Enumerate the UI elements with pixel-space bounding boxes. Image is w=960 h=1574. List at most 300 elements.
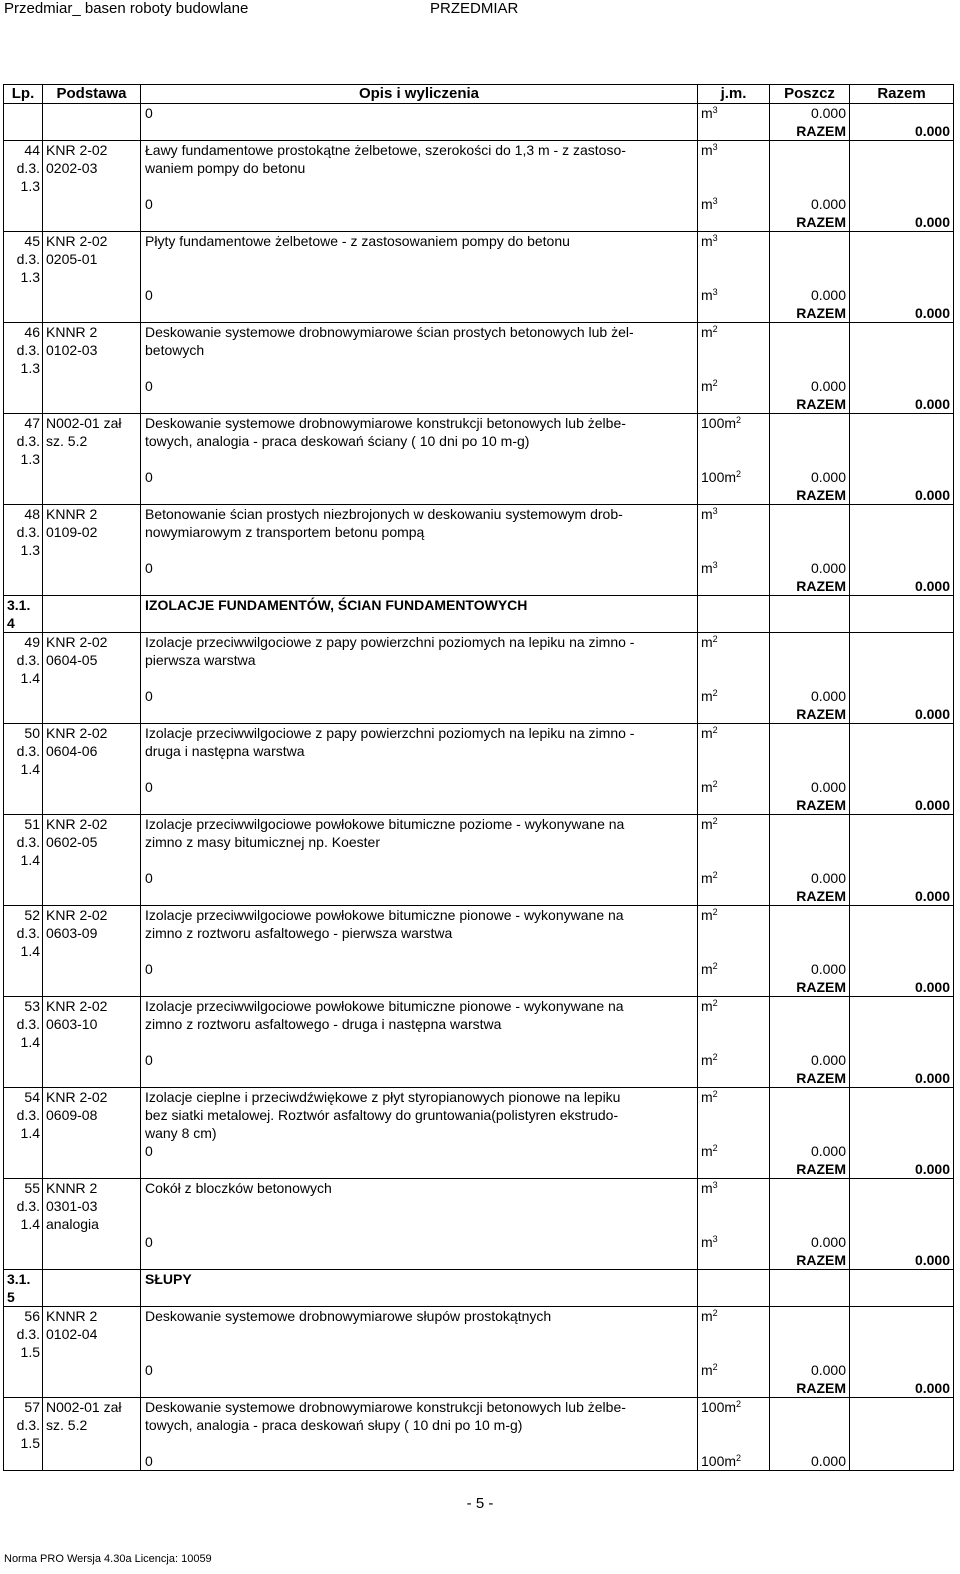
calc-row [4, 778, 954, 796]
cell-raz [850, 122, 954, 141]
cell-jm [698, 724, 770, 743]
razem-total: 0.000 [914, 706, 950, 722]
calc-row [4, 195, 954, 213]
cell-jm [698, 887, 770, 906]
calc-row [4, 1361, 954, 1379]
cell-posz [770, 1416, 850, 1434]
cell-jm [698, 468, 770, 486]
cell-lp [4, 869, 43, 887]
cell-raz [850, 450, 954, 468]
item-row-cont [4, 1197, 954, 1215]
item-lp: 1.4 [4, 669, 43, 687]
cell-pod [43, 687, 141, 705]
cell-pod [43, 395, 141, 414]
item-lp: d.3. [4, 1197, 43, 1215]
cell-opis [141, 1160, 698, 1179]
calc-row [4, 559, 954, 577]
cell-jm [698, 705, 770, 724]
item-lp: 47 [4, 414, 43, 433]
item-unit-exponent: 2 [736, 415, 742, 425]
table-body [4, 104, 954, 1471]
cell-raz [850, 195, 954, 213]
cell-raz [850, 559, 954, 577]
cell-pod [43, 195, 141, 213]
calc-unit-exponent: 3 [712, 287, 718, 297]
razem-label: RAZEM [796, 706, 846, 722]
item-podstawa [43, 450, 141, 468]
item-row-cont [4, 1106, 954, 1124]
cell-pod [43, 559, 141, 577]
razem-row [4, 978, 954, 997]
cell-pod [43, 286, 141, 304]
cell-raz [850, 1069, 954, 1088]
item-description: druga i następna warstwa [141, 742, 698, 760]
calc-unit: $m^3$ [701, 105, 718, 121]
item-row-cont [4, 760, 954, 778]
cell-pod [43, 1051, 141, 1069]
calc-expression: 0 [141, 778, 698, 796]
item-unit: $m^2$ [701, 998, 718, 1014]
cell-jm [698, 1197, 770, 1215]
cell-raz [850, 250, 954, 268]
cell-jm [698, 1379, 770, 1398]
cell-raz [850, 1434, 954, 1452]
razem-label: RAZEM [796, 1252, 846, 1268]
cell-opis [141, 1270, 698, 1289]
item-lp: d.3. [4, 742, 43, 760]
cell-jm [698, 1015, 770, 1033]
item-description: pierwsza warstwa [141, 651, 698, 669]
cell-posz [770, 833, 850, 851]
item-unit: $m^2$ [701, 725, 718, 741]
cell-lp [4, 377, 43, 395]
item-lp: 1.3 [4, 541, 43, 559]
cell-opis [141, 614, 698, 633]
calc-unit: $m^3$ [701, 196, 718, 212]
item-podstawa: KNR 2-02 [43, 141, 141, 160]
calc-expression: 0 [141, 869, 698, 887]
cell-posz [770, 1325, 850, 1343]
item-podstawa [43, 760, 141, 778]
cell-pod [43, 1379, 141, 1398]
cell-jm [698, 577, 770, 596]
cell-lp [4, 1233, 43, 1251]
razem-label: RAZEM [796, 578, 846, 594]
item-row [4, 633, 954, 652]
cell-jm [698, 669, 770, 687]
cell-pod [43, 1069, 141, 1088]
cell-posz [770, 432, 850, 450]
cell-jm [698, 523, 770, 541]
cell-jm [698, 997, 770, 1016]
cell-posz [770, 359, 850, 377]
cell-jm [698, 1343, 770, 1361]
cell-pod [43, 887, 141, 906]
cell-lp [4, 559, 43, 577]
item-podstawa: KNR 2-02 [43, 1088, 141, 1107]
cell-jm [698, 1124, 770, 1142]
cell-posz [770, 633, 850, 652]
razem-label: RAZEM [796, 979, 846, 995]
item-unit: $m^3$ [701, 506, 718, 522]
calc-row [4, 1142, 954, 1160]
cell-jm [698, 341, 770, 359]
item-row-cont [4, 250, 954, 268]
cell-posz [770, 323, 850, 342]
cell-posz [770, 414, 850, 433]
cell-opis [141, 978, 698, 997]
item-lp: d.3. [4, 159, 43, 177]
section-row-cont [4, 614, 954, 633]
item-unit-exponent: 3 [712, 506, 718, 516]
cell-posz [770, 268, 850, 286]
item-lp: 46 [4, 323, 43, 342]
cell-raz [850, 1343, 954, 1361]
cell-lp [4, 1142, 43, 1160]
calc-expression: 0 [141, 1142, 698, 1160]
item-podstawa: sz. 5.2 [43, 432, 141, 450]
item-description [141, 669, 698, 687]
cell-raz [850, 1088, 954, 1107]
cell-raz [850, 1288, 954, 1307]
cell-lp [4, 1379, 43, 1398]
section-title: SŁUPY [145, 1271, 192, 1287]
calc-unit: $m^2$ [701, 1052, 718, 1068]
item-podstawa: KNNR 2 [43, 505, 141, 524]
item-unit: $m^2$ [701, 634, 718, 650]
item-podstawa: N002-01 zał [43, 414, 141, 433]
item-podstawa [43, 1343, 141, 1361]
cell-pod [43, 1142, 141, 1160]
item-lp: 55 [4, 1179, 43, 1198]
cell-jm [698, 232, 770, 251]
item-row-cont [4, 177, 954, 195]
razem-row [4, 577, 954, 596]
item-unit: $m^2$ [701, 907, 718, 923]
razem-total: 0.000 [914, 487, 950, 503]
item-description: Deskowanie systemowe drobnowymiarowe słupów prostokątnych [141, 1307, 698, 1326]
cell-jm [698, 651, 770, 669]
cell-opis [141, 705, 698, 724]
cell-opis [141, 395, 698, 414]
cell-raz [850, 614, 954, 633]
cell-raz [850, 833, 954, 851]
cell-jm [698, 1179, 770, 1198]
item-lp: 50 [4, 724, 43, 743]
calc-expression: 0 [141, 286, 698, 304]
item-podstawa: 0102-03 [43, 341, 141, 359]
software-license: Norma PRO Wersja 4.30a Licencja: 10059 [4, 1553, 212, 1565]
item-lp: 1.4 [4, 1124, 43, 1142]
col-poszcz: Poszcz [770, 85, 850, 104]
cell-lp [4, 304, 43, 323]
item-unit-exponent: 2 [712, 324, 718, 334]
cell-jm [698, 1088, 770, 1107]
cell-jm [698, 1452, 770, 1471]
razem-label: RAZEM [796, 1070, 846, 1086]
cell-raz [850, 1124, 954, 1142]
item-row-cont [4, 1033, 954, 1051]
cell-lp [4, 796, 43, 815]
item-description: nowymiarowym z transportem betonu pompą [141, 523, 698, 541]
cell-jm [698, 1033, 770, 1051]
item-lp: 56 [4, 1307, 43, 1326]
item-unit-exponent: 2 [712, 1089, 718, 1099]
item-lp: 1.3 [4, 268, 43, 286]
cell-jm [698, 1434, 770, 1452]
item-podstawa: KNNR 2 [43, 1307, 141, 1326]
calc-value: 0.000 [770, 104, 850, 123]
col-jm: j.m. [698, 85, 770, 104]
cell-raz [850, 414, 954, 433]
cell-jm [698, 541, 770, 559]
cell-raz [850, 159, 954, 177]
cell-posz [770, 1215, 850, 1233]
item-podstawa [43, 177, 141, 195]
item-description: Izolacje przeciwwilgociowe powłokowe bitumiczne poziome - wykonywane na [141, 815, 698, 834]
calc-unit: $100m^2$ [701, 469, 742, 485]
item-description [141, 541, 698, 559]
cell-lp: 3.1. [4, 1270, 43, 1289]
item-row-cont [4, 1015, 954, 1033]
cell-jm [698, 1288, 770, 1307]
item-podstawa: KNR 2-02 [43, 633, 141, 652]
item-description [141, 851, 698, 869]
razem-row [4, 705, 954, 724]
cell-lp [4, 395, 43, 414]
calc-expression: 0 [141, 1361, 698, 1379]
item-row-cont [4, 833, 954, 851]
cell-posz [770, 505, 850, 524]
razem-label: RAZEM [796, 797, 846, 813]
calc-unit-exponent: 2 [712, 378, 718, 388]
calc-row [4, 468, 954, 486]
cell-jm [698, 760, 770, 778]
item-unit-exponent: 2 [712, 725, 718, 735]
table-header-row [4, 85, 954, 104]
cell-opis [141, 304, 698, 323]
item-description: waniem pompy do betonu [141, 159, 698, 177]
item-podstawa: 0603-09 [43, 924, 141, 942]
cell-jm [698, 815, 770, 834]
cell-lp [4, 1160, 43, 1179]
item-podstawa [43, 359, 141, 377]
razem-total: 0.000 [914, 1252, 950, 1268]
item-row-cont [4, 1343, 954, 1361]
cell-raz [850, 1233, 954, 1251]
cell-jm [698, 414, 770, 433]
calc-row [4, 1233, 954, 1251]
calc-unit-exponent: 3 [712, 560, 718, 570]
item-row [4, 323, 954, 342]
cell-raz [850, 395, 954, 414]
cell-jm [698, 213, 770, 232]
item-lp: 48 [4, 505, 43, 524]
cell-jm [698, 250, 770, 268]
item-lp: d.3. [4, 1325, 43, 1343]
cell-pod [43, 705, 141, 724]
item-description: Izolacje przeciwwilgociowe z papy powierzchni poziomych na lepiku na zimno - [141, 724, 698, 743]
calc-value: 0.000 [770, 195, 850, 213]
calc-value: 0.000 [770, 1142, 850, 1160]
razem-total: 0.000 [914, 123, 950, 139]
col-opis: Opis i wyliczenia [141, 85, 698, 104]
cell-jm [698, 1233, 770, 1251]
cell-posz [770, 1251, 850, 1270]
item-unit-exponent: 2 [712, 907, 718, 917]
cell-jm [698, 432, 770, 450]
cell-jm [698, 286, 770, 304]
cell-jm [698, 268, 770, 286]
item-podstawa: KNR 2-02 [43, 815, 141, 834]
section-row [4, 596, 954, 615]
cell-opis [141, 213, 698, 232]
calc-unit: $m^2$ [701, 378, 718, 394]
item-row [4, 232, 954, 251]
calc-unit-exponent: 2 [712, 688, 718, 698]
cell-raz [850, 1398, 954, 1417]
item-lp: d.3. [4, 1416, 43, 1434]
cell-opis [141, 1251, 698, 1270]
cell-raz [850, 1379, 954, 1398]
calc-unit: $m^2$ [701, 870, 718, 886]
calc-unit-exponent: 3 [712, 105, 718, 115]
item-row [4, 997, 954, 1016]
cell-pod [43, 778, 141, 796]
cell-raz [850, 705, 954, 724]
cell-lp [4, 687, 43, 705]
cell-posz [770, 1197, 850, 1215]
cell-pod [43, 596, 141, 615]
item-lp: 1.4 [4, 1033, 43, 1051]
cell-raz [850, 1142, 954, 1160]
cell-raz [850, 1325, 954, 1343]
document-title: Przedmiar_ basen roboty budowlane [4, 0, 249, 17]
cell-jm [698, 195, 770, 213]
item-description [141, 1434, 698, 1452]
razem-total: 0.000 [914, 979, 950, 995]
razem-label: RAZEM [796, 1380, 846, 1396]
cell-raz [850, 359, 954, 377]
cell-posz [770, 1379, 850, 1398]
cell-posz [770, 1069, 850, 1088]
cell-raz [850, 1106, 954, 1124]
calc-value: 0.000 [770, 1233, 850, 1251]
razem-row [4, 1379, 954, 1398]
razem-total: 0.000 [914, 396, 950, 412]
cell-raz [850, 377, 954, 395]
cell-jm [698, 796, 770, 815]
cell-pod [43, 104, 141, 123]
calc-expression: 0 [141, 1452, 698, 1471]
item-podstawa: 0602-05 [43, 833, 141, 851]
item-podstawa: 0604-05 [43, 651, 141, 669]
cell-jm [698, 359, 770, 377]
cell-raz [850, 232, 954, 251]
calc-unit-exponent: 2 [712, 961, 718, 971]
item-lp: 1.3 [4, 450, 43, 468]
cell-jm [698, 1398, 770, 1417]
cell-raz [850, 141, 954, 160]
section-row [4, 1270, 954, 1289]
calc-unit-exponent: 2 [712, 1052, 718, 1062]
cell-jm [698, 377, 770, 395]
calc-unit: $m^2$ [701, 961, 718, 977]
calc-row [4, 377, 954, 395]
item-unit-exponent: 2 [736, 1399, 742, 1409]
calc-unit-exponent: 3 [712, 1234, 718, 1244]
calc-unit-exponent: 2 [712, 1362, 718, 1372]
cell-raz [850, 669, 954, 687]
cell-posz [770, 341, 850, 359]
cell-posz [770, 1106, 850, 1124]
cell-lp [4, 468, 43, 486]
cell-jm [698, 1106, 770, 1124]
cell-raz [850, 1416, 954, 1434]
item-description: Izolacje przeciwwilgociowe powłokowe bitumiczne pionowe - wykonywane na [141, 997, 698, 1016]
calc-row [4, 687, 954, 705]
item-lp: 51 [4, 815, 43, 834]
cell-jm [698, 104, 770, 123]
item-unit: $m^2$ [701, 1308, 718, 1324]
cell-raz [850, 1160, 954, 1179]
cell-jm [698, 596, 770, 615]
razem-row [4, 304, 954, 323]
item-podstawa: N002-01 zał [43, 1398, 141, 1417]
cell-posz [770, 978, 850, 997]
cell-pod [43, 1233, 141, 1251]
item-description [141, 1197, 698, 1215]
cell-pod [43, 468, 141, 486]
cell-posz [770, 1398, 850, 1417]
cost-estimate-table [3, 84, 954, 1471]
cell-jm [698, 778, 770, 796]
cell-lp [4, 122, 43, 141]
cell-posz [770, 742, 850, 760]
item-row [4, 141, 954, 160]
calc-expression: 0 [141, 1051, 698, 1069]
item-description [141, 359, 698, 377]
item-podstawa: KNNR 2 [43, 1179, 141, 1198]
item-description: towych, analogia - praca deskowań ściany ( 10 dni po 10 m-g) [141, 432, 698, 450]
cell-pod [43, 1160, 141, 1179]
cell-jm [698, 323, 770, 342]
calc-unit-exponent: 2 [736, 469, 742, 479]
item-lp: 44 [4, 141, 43, 160]
item-row-cont [4, 1325, 954, 1343]
cell-raz [850, 1051, 954, 1069]
cell-posz [770, 1307, 850, 1326]
cell-posz [770, 486, 850, 505]
cell-raz [850, 1197, 954, 1215]
item-lp: 1.4 [4, 851, 43, 869]
cell-lp [4, 1051, 43, 1069]
calc-value: 0.000 [770, 286, 850, 304]
item-row-cont [4, 432, 954, 450]
section-row-cont [4, 1288, 954, 1307]
cell-posz [770, 760, 850, 778]
item-podstawa [43, 669, 141, 687]
item-description: bez siatki metalowej. Roztwór asfaltowy do gruntowania(polistyren ekstrudo- [141, 1106, 698, 1124]
item-podstawa: 0202-03 [43, 159, 141, 177]
item-lp: 54 [4, 1088, 43, 1107]
item-unit-exponent: 2 [712, 1308, 718, 1318]
cell-posz [770, 250, 850, 268]
cell-lp [4, 577, 43, 596]
cell-pod [43, 869, 141, 887]
cell-raz [850, 1215, 954, 1233]
cell-jm [698, 177, 770, 195]
